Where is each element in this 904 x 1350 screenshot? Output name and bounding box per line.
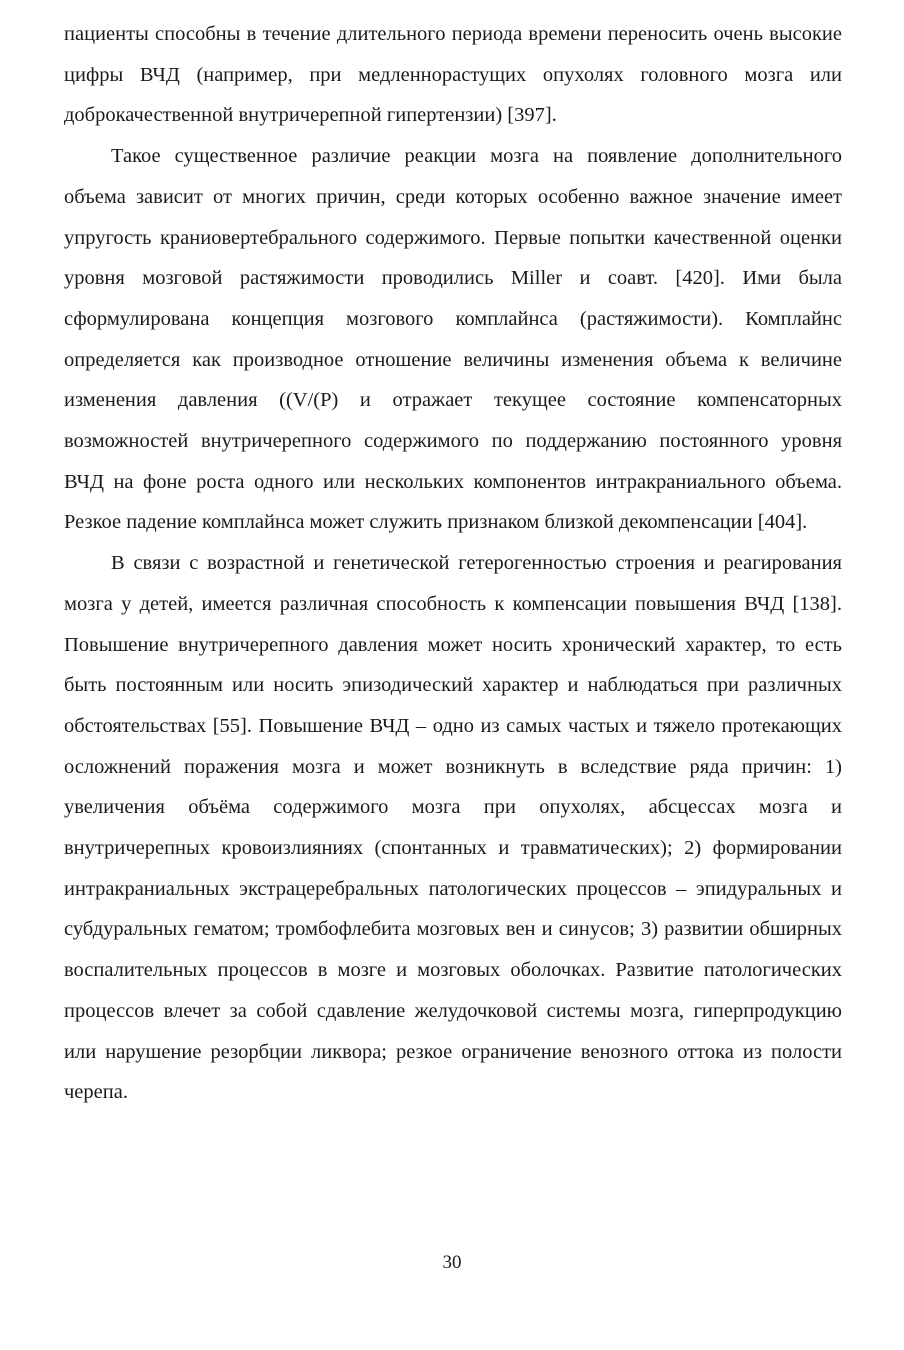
paragraph-icp-causes: В связи с возрастной и генетической гетерогенностью строения и реагирования мозга у детей, имеется различная способность к компенсации повышения ВЧД [138]. Повышение внутричерепного давления может носить хронический характер, то есть быть постоянным или носить эпизодический характер и наблюдаться при различных обстоятельствах [55]. Повышение ВЧД – одно из самых частых и тяжело протекающих осложнений поражения мозга и может возникнуть в вследствие ряда причин: 1) увеличения объёма содержимого мозга при опухолях, абсцессах мозга и внутричерепных кровоизлияниях (спонтанных и травматических); 2) формировании интракраниальных экстрацеребральных патологических процессов – эпидуральных и субдуральных гематом; тромбофлебита мозговых вен и синусов; 3) развитии обширных воспалительных процессов в мозге и мозговых оболочках. Развитие патологических процессов влечет за собой сдавление желудочковой системы мозга, гиперпродукцию или нарушение резорбции ликвора; резкое ограничение венозного оттока из полости черепа. [64, 552, 842, 1104]
page-number: 30 [442, 1252, 462, 1273]
paragraph-compliance: Такое существенное различие реакции мозга на появление дополнительного объема зависит от многих причин, среди которых особенно важное значение имеет упругость краниовертебрального содержимого. Первые попытки качественной оценки уровня мозговой растяжимости проводились Miller и соавт. [420]. Ими была сформулирована концепция мозгового комплайнса (растяжимости). Комплайнс определяется как производное отношение величины изменения объема к величине изменения давления ((V/(P) и отражает текущее состояние компенсаторных возможностей внутричерепного содержимого по поддержанию постоянного уровня ВЧД на фоне роста одного или нескольких компонентов интракраниального объема. Резкое падение комплайнса может служить признаком близкой декомпенсации [404]. [64, 145, 842, 534]
paragraph-continuation: пациенты способны в течение длительного периода времени переносить очень высокие цифры ВЧД (например, при медленнорастущих опухолях головного мозга или доброкачественной внутричерепной гипертензии) [397]. [64, 23, 842, 127]
document-body [64, 14, 842, 1113]
